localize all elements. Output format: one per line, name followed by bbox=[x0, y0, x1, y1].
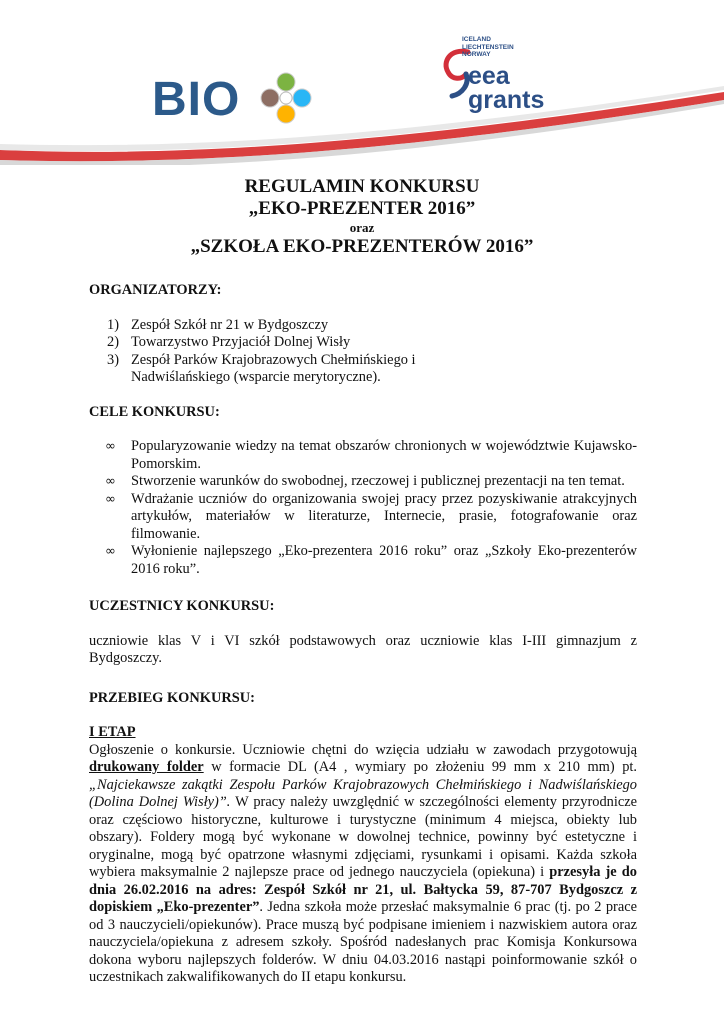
organizers-list bbox=[89, 317, 637, 387]
document-body bbox=[89, 282, 637, 987]
title-line1: REGULAMIN KONKURSU bbox=[244, 176, 480, 197]
folder-title-text: „Najciekawsze zakątki Zespołu Parków Krajobrazowych Chełmińskiego i Nadwiślańskiego (Dolina Dolnej Wisły)”. bbox=[89, 776, 637, 810]
list-number: 1) bbox=[107, 316, 119, 333]
infinity-bullet-icon: ∞ bbox=[105, 491, 116, 507]
title-line2: „EKO-PREZENTER 2016” bbox=[248, 198, 476, 219]
list-item bbox=[89, 543, 637, 578]
grants-word: grants bbox=[468, 86, 545, 114]
text-run: Ogłoszenie o konkursie. Uczniowie chętni do wzięcia udziału w zawodach przygotowują bbox=[89, 741, 637, 758]
printed-folder-text: drukowany folder bbox=[89, 759, 204, 775]
text-run: W pracy należy uwzględnić w szczególności elementy przyrodnicze oraz częściowo historyczne, kulturowe i turystyczne (minimum 4 miejsca, obiekty lub obszary). Foldery mogą być wykonane w dowolnej technice, powinny być estetyczne i oryginalne, mogą być opatrzone własnymi zdjęciami, rysunkami i opisami. Każda szkoła wybiera maksymalnie 2 najlepsze prace od jednego nauczyciela (opiekuna) i bbox=[89, 794, 637, 880]
eea-country: ICELAND bbox=[462, 36, 491, 43]
page-header bbox=[0, 0, 724, 165]
infinity-bullet-icon: ∞ bbox=[105, 474, 116, 489]
header-swoosh bbox=[0, 0, 724, 165]
bio-logo: BIO bbox=[152, 73, 241, 126]
list-text: Wyłonienie najlepszego „Eko-prezentera 2016 roku” oraz „Szkoły Eko-prezenterów 2016 roku”. bbox=[131, 543, 637, 577]
stage-description bbox=[89, 742, 637, 987]
list-text: Towarzystwo Przyjaciół Dolnej Wisły bbox=[131, 334, 351, 350]
list-item bbox=[89, 438, 637, 473]
eea-grants-logo bbox=[468, 64, 544, 112]
stage-heading: I ETAP bbox=[89, 724, 136, 740]
list-number: 3) bbox=[107, 351, 119, 368]
list-text: Stworzenie warunków do swobodnej, rzeczowej i publicznej prezentacji na ten temat. bbox=[131, 473, 625, 489]
list-text: Popularyzowanie wiedzy na temat obszarów chronionych w województwie Kujawsko-Pomorskim. bbox=[131, 438, 637, 472]
participants-heading: UCZESTNICY KONKURSU: bbox=[89, 598, 275, 614]
participants-text: uczniowie klas V i VI szkół podstawowych oraz uczniowie klas I-III gimnazjum z Bydgoszczy. bbox=[89, 632, 637, 666]
document-title bbox=[0, 176, 724, 259]
organizers-heading: ORGANIZATORZY: bbox=[89, 282, 222, 298]
list-item bbox=[89, 334, 637, 352]
bio-flower-icon bbox=[258, 70, 314, 126]
list-item bbox=[89, 317, 637, 335]
eea-word: eea bbox=[468, 62, 510, 90]
list-item bbox=[89, 491, 637, 544]
list-item bbox=[89, 473, 637, 491]
list-number: 2) bbox=[107, 334, 119, 350]
list-text: Zespół Parków Krajobrazowych Chełmińskiego i Nadwiślańskiego (wsparcie merytoryczne). bbox=[131, 351, 416, 385]
title-oraz: oraz bbox=[349, 220, 375, 235]
eea-countries bbox=[462, 36, 514, 59]
eea-country: NORWAY bbox=[462, 51, 491, 58]
goals-heading: CELE KONKURSU: bbox=[89, 403, 220, 420]
course-heading: PRZEBIEG KONKURSU: bbox=[89, 689, 255, 706]
text-run: w formacie DL (A4 , wymiary po złożeniu 99 mm x 210 mm) pt. bbox=[203, 759, 637, 775]
goals-list bbox=[89, 438, 637, 578]
deadline-address-text: przesyła je do dnia 26.02.2016 na adres: Zespół Szkół nr 21, ul. Bałtycka 59, 87-707 Bydgoszcz z dopiskiem „Eko-prezenter” bbox=[89, 864, 638, 915]
infinity-bullet-icon: ∞ bbox=[105, 544, 116, 559]
list-text: Wdrażanie uczniów do organizowania swojej pracy przez pozyskiwanie atrakcyjnych artykułów, materiałów w literaturze, Internecie, prasie, fotografowanie oraz filmowanie. bbox=[131, 490, 637, 542]
text-run: . Jedna szkoła może przesłać maksymalnie 6 prac (tj. po 2 prace od 3 nauczycieli/opiekunów). Prace muszą być podpisane imieniem i nazwiskiem autora oraz nauczyciela/opiekuna z adresem szkoły. Spośród nadesłanych prac Komisja Konkursowa dokona wyboru najlepszych folderów. W dniu 04.03.2016 nastąpi poinformowanie szkół o uczestnikach zakwalifikowanych do II etapu konkursu. bbox=[89, 899, 637, 985]
list-item bbox=[89, 352, 637, 387]
infinity-bullet-icon: ∞ bbox=[105, 439, 116, 454]
title-line3: „SZKOŁA EKO-PREZENTERÓW 2016” bbox=[190, 236, 534, 257]
list-text: Zespół Szkół nr 21 w Bydgoszczy bbox=[131, 316, 329, 333]
eea-country: LIECHTENSTEIN bbox=[462, 43, 514, 51]
